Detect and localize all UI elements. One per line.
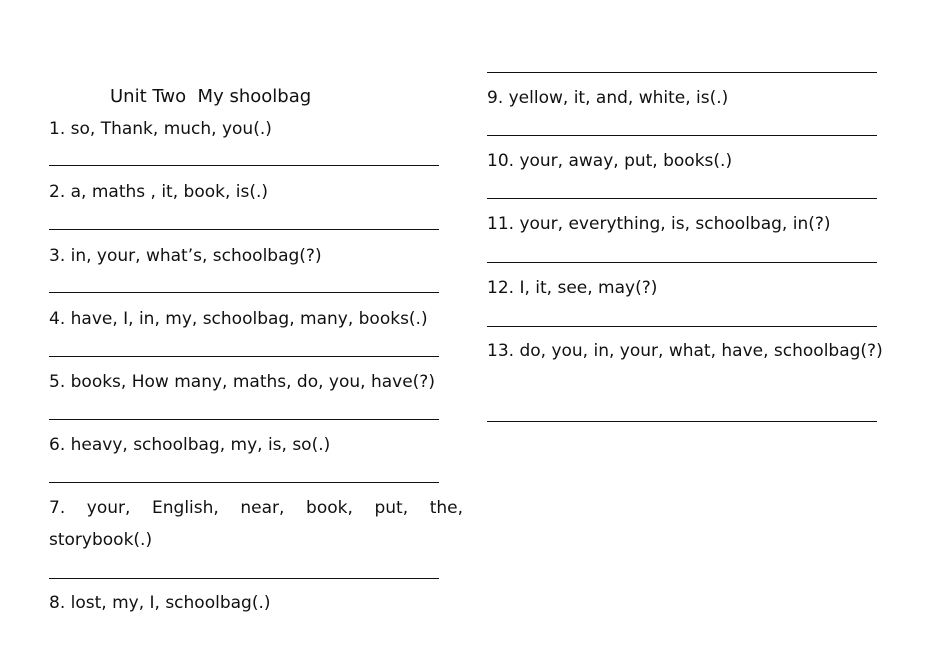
question-12: 12. I, it, see, may(?) bbox=[487, 278, 658, 298]
question-1: 1. so, Thank, much, you(.) bbox=[49, 119, 272, 139]
question-5: 5. books, How many, maths, do, you, have(?) bbox=[49, 372, 435, 392]
answer-line-5[interactable] bbox=[49, 419, 439, 420]
question-8: 8. lost, my, I, schoolbag(.) bbox=[49, 593, 271, 613]
answer-line-4[interactable] bbox=[49, 356, 439, 357]
answer-line-6[interactable] bbox=[49, 482, 439, 483]
question-3: 3. in, your, what’s, schoolbag(?) bbox=[49, 246, 322, 266]
question-11: 11. your, everything, is, schoolbag, in(?) bbox=[487, 214, 831, 234]
question-9: 9. yellow, it, and, white, is(.) bbox=[487, 88, 729, 108]
question-7: 7. your, English, near, book, put, the, storybook(.) bbox=[49, 498, 463, 550]
question-2: 2. a, maths , it, book, is(.) bbox=[49, 182, 269, 202]
answer-line-3[interactable] bbox=[49, 292, 439, 293]
question-6: 6. heavy, schoolbag, my, is, so(.) bbox=[49, 435, 331, 455]
question-13: 13. do, you, in, your, what, have, schoolbag(?) bbox=[487, 341, 883, 361]
worksheet-title: Unit Two My shoolbag bbox=[110, 86, 312, 107]
answer-line-9[interactable] bbox=[487, 135, 877, 136]
answer-line-8[interactable] bbox=[487, 72, 877, 73]
answer-line-13[interactable] bbox=[487, 421, 877, 422]
answer-line-2[interactable] bbox=[49, 229, 439, 230]
answer-line-11[interactable] bbox=[487, 262, 877, 263]
answer-line-12[interactable] bbox=[487, 326, 877, 327]
question-10: 10. your, away, put, books(.) bbox=[487, 151, 733, 171]
answer-line-7[interactable] bbox=[49, 578, 439, 579]
answer-line-10[interactable] bbox=[487, 198, 877, 199]
question-4: 4. have, I, in, my, schoolbag, many, books(.) bbox=[49, 309, 428, 329]
answer-line-1[interactable] bbox=[49, 165, 439, 166]
